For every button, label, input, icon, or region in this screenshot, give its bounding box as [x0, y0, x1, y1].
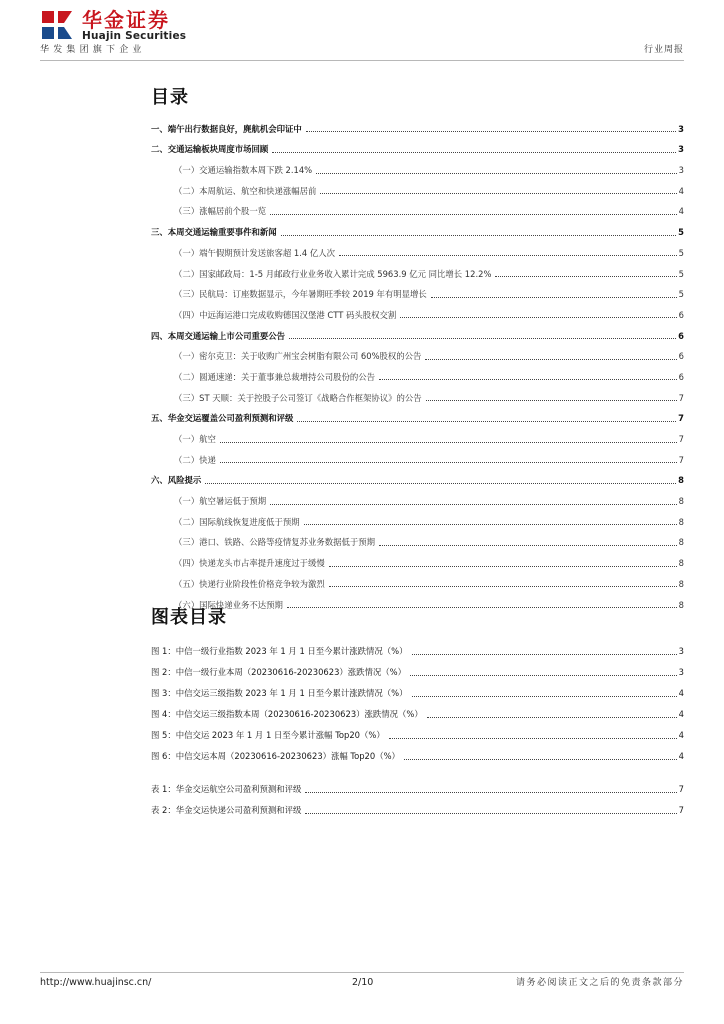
- toc-entry-label: （一）航空: [174, 434, 216, 444]
- toc-entry[interactable]: [151, 548, 684, 569]
- toc-entry-label: 一、端午出行数据良好，麂航机会印证中: [151, 123, 302, 134]
- dot-leader: [297, 421, 676, 422]
- toc-entry-label: （二）本周航运、航空和快递涨幅居前: [174, 185, 317, 196]
- dot-leader: [410, 675, 677, 676]
- toc-entry-label: （六）国际快递业务不达预期: [174, 599, 283, 610]
- toc-entry-page: 6: [678, 351, 684, 362]
- dot-leader: [412, 696, 677, 697]
- dot-leader: [379, 545, 677, 546]
- toc-entry-label: 二、交通运输板块周度市场回顾: [151, 144, 269, 155]
- figure-entry[interactable]: [151, 720, 684, 741]
- figure-entry-page: 4: [678, 751, 684, 761]
- figure-entry-label: 图 4：中信交运三级指数本周（20230616-20230623）涨跌情况（%）: [151, 709, 423, 719]
- dot-leader: [495, 276, 676, 277]
- huajin-logo-icon: [40, 9, 74, 41]
- figure-entry-page: 3: [678, 667, 684, 677]
- figure-entry-label: 图 5：中信交运 2023 年 1 月 1 日至今累计涨幅 Top20（%）: [151, 730, 385, 740]
- toc-entry[interactable]: [151, 280, 684, 301]
- toc-entry-label: （一）密尔克卫：关于收购广州宝会树脂有限公司 60%股权的公告: [174, 351, 422, 362]
- toc-entry-label: （三）涨幅居前个股一览: [174, 206, 267, 217]
- toc-entry-page: 8: [678, 537, 684, 548]
- toc-entry[interactable]: [151, 300, 684, 321]
- toc-entry-page: 5: [678, 247, 684, 258]
- dot-leader: [305, 792, 676, 793]
- toc-entry-label: 四、本周交通运输上市公司重要公告: [151, 330, 285, 341]
- dot-leader: [426, 400, 677, 401]
- toc-entry-page: 6: [678, 330, 684, 341]
- figure-entry-page: 4: [678, 709, 684, 719]
- toc-entry-page: 8: [678, 558, 684, 569]
- figure-entry-label: 图 2：中信一级行业本周（20230616-20230623）涨跌情况（%）: [151, 667, 406, 677]
- table-entry-page: 7: [678, 805, 684, 815]
- toc-entry-label: （一）端午假期预计发送旅客超 1.4 亿人次: [174, 247, 336, 258]
- toc-entry[interactable]: [151, 383, 684, 404]
- figure-entry-page: 4: [678, 688, 684, 698]
- header-divider: [40, 60, 684, 61]
- figure-entry-label: 图 1：中信一级行业指数 2023 年 1 月 1 日至今累计涨跌情况（%）: [151, 646, 408, 656]
- document-type: 行业周报: [643, 45, 684, 55]
- figure-entry[interactable]: [151, 657, 684, 678]
- toc-entry-page: 6: [678, 309, 684, 320]
- toc-entry[interactable]: [151, 135, 684, 156]
- dot-leader: [339, 255, 677, 256]
- toc-entry-page: 8: [678, 578, 684, 589]
- toc-entry[interactable]: [151, 217, 684, 238]
- toc-entry-page: 3: [678, 123, 684, 134]
- dot-leader: [320, 193, 676, 194]
- toc-entry-label: 五、华金交运覆盖公司盈利预测和评级: [151, 413, 294, 424]
- brand-name-cn: 华金证券: [82, 8, 170, 32]
- dot-leader: [220, 462, 677, 463]
- brand-name-en: Huajin Securities: [82, 30, 187, 42]
- dot-leader: [281, 235, 677, 236]
- dot-leader: [205, 483, 676, 484]
- toc-entry-label: 三、本周交通运输重要事件和新闻: [151, 227, 277, 238]
- figure-entry[interactable]: [151, 636, 684, 657]
- toc-entry-page: 8: [678, 599, 684, 610]
- toc-entry-label: （四）中远海运港口完成收购德国汉堡港 CTT 码头股权交割: [174, 309, 397, 320]
- toc-entry[interactable]: [151, 507, 684, 528]
- page-number: 2/10: [352, 977, 374, 988]
- toc-entry-page: 5: [678, 227, 684, 238]
- toc-title: 目录: [151, 87, 189, 108]
- dot-leader: [400, 317, 676, 318]
- figure-entry[interactable]: [151, 699, 684, 720]
- dot-leader: [427, 717, 677, 718]
- toc-entry-label: （二）快递: [174, 454, 216, 465]
- toc-entry-page: 7: [678, 434, 684, 444]
- toc-entry-page: 5: [678, 268, 684, 279]
- dot-leader: [404, 759, 677, 760]
- toc-entry[interactable]: [151, 590, 684, 611]
- toc-entry[interactable]: [151, 486, 684, 507]
- toc-entry-page: 6: [678, 371, 684, 382]
- table-entry[interactable]: [151, 795, 684, 816]
- table-entry-label: 表 1：华金交运航空公司盈利预测和评级: [151, 784, 302, 794]
- figure-entry[interactable]: [151, 741, 684, 762]
- toc-entry-label: （四）快递龙头市占率提升速度过于缓慢: [174, 558, 325, 569]
- figure-entry-label: 图 3：中信交运三级指数 2023 年 1 月 1 日至今累计涨跌情况（%）: [151, 688, 408, 698]
- toc-entry-page: 7: [678, 454, 684, 465]
- toc-entry[interactable]: [151, 445, 684, 466]
- toc-entry-page: 7: [678, 392, 684, 403]
- toc-entry-page: 5: [678, 289, 684, 300]
- toc-entry[interactable]: [151, 466, 684, 487]
- figure-entry[interactable]: [151, 678, 684, 699]
- table-entry-page: 7: [678, 784, 684, 794]
- toc-entry[interactable]: [151, 114, 684, 135]
- table-entry-label: 表 2：华金交运快递公司盈利预测和评级: [151, 805, 302, 815]
- dot-leader: [270, 504, 677, 505]
- table-list: [151, 774, 684, 816]
- dot-leader: [289, 338, 676, 339]
- toc-entry-page: 8: [678, 475, 684, 486]
- toc-entry[interactable]: [151, 238, 684, 259]
- dot-leader: [329, 586, 677, 587]
- figure-entry-page: 4: [678, 730, 684, 740]
- dot-leader: [306, 131, 676, 132]
- page-header: [0, 0, 724, 80]
- toc-entry-page: 4: [678, 206, 684, 217]
- dot-leader: [316, 173, 677, 174]
- toc-entry-label: （五）快递行业阶段性价格竞争较为激烈: [174, 578, 325, 589]
- table-of-contents: [151, 114, 684, 611]
- footer-url[interactable]: http://www.huajinsc.cn/: [40, 977, 152, 988]
- dot-leader: [287, 607, 677, 608]
- toc-entry[interactable]: [151, 259, 684, 280]
- toc-entry[interactable]: [151, 321, 684, 342]
- figure-entry-label: 图 6：中信交运本周（20230616-20230623）涨幅 Top20（%）: [151, 751, 400, 761]
- toc-entry[interactable]: [151, 362, 684, 383]
- toc-entry-page: 3: [678, 144, 684, 155]
- figures-title: 图表目录: [151, 607, 227, 628]
- dot-leader: [270, 214, 677, 215]
- dot-leader: [389, 738, 677, 739]
- dot-leader: [379, 379, 677, 380]
- figure-entry-page: 3: [678, 646, 684, 656]
- toc-entry-label: （一）航空暑运低于预期: [174, 496, 267, 507]
- disclaimer-note: 请务必阅读正文之后的免责条款部分: [515, 978, 684, 988]
- toc-entry[interactable]: [151, 528, 684, 549]
- toc-entry[interactable]: [151, 569, 684, 590]
- toc-entry[interactable]: [151, 197, 684, 218]
- toc-entry-label: （二）圆通速递：关于董事兼总裁增持公司股份的公告: [174, 371, 375, 382]
- dot-leader: [304, 524, 677, 525]
- dot-leader: [329, 566, 677, 567]
- dot-leader: [220, 442, 677, 443]
- toc-entry[interactable]: [151, 155, 684, 176]
- dot-leader: [431, 297, 677, 298]
- dot-leader: [412, 654, 677, 655]
- brand-slogan: 华发集团旗下企业: [40, 45, 146, 55]
- toc-entry-page: 3: [678, 165, 684, 176]
- toc-entry-label: （二）国际航线恢复进度低于预期: [174, 516, 300, 527]
- toc-entry-label: 六、风险提示: [151, 475, 202, 486]
- toc-entry-page: 8: [678, 516, 684, 527]
- dot-leader: [425, 359, 676, 360]
- toc-entry[interactable]: [151, 176, 684, 197]
- toc-entry[interactable]: [151, 424, 684, 445]
- footer-divider: [40, 972, 684, 973]
- toc-entry-label: （三）港口、铁路、公路等疫情复苏业务数据低于预期: [174, 537, 375, 548]
- toc-entry-label: （一）交通运输指数本周下跌 2.14%: [174, 165, 313, 176]
- dot-leader: [272, 152, 676, 153]
- figure-list: [151, 636, 684, 762]
- toc-entry-label: （二）国家邮政局：1-5 月邮政行业业务收入累计完成 5963.9 亿元 同比增长 12.2%: [174, 268, 492, 279]
- toc-entry[interactable]: [151, 404, 684, 425]
- dot-leader: [305, 813, 676, 814]
- toc-entry-label: （三）民航局：订座数据显示，今年暑期旺季较 2019 年有明显增长: [174, 289, 427, 300]
- table-entry[interactable]: [151, 774, 684, 795]
- toc-entry-label: （三）ST 天顺：关于控股子公司签订《战略合作框架协议》的公告: [174, 392, 422, 403]
- toc-entry[interactable]: [151, 342, 684, 363]
- toc-entry-page: 8: [678, 496, 684, 507]
- toc-entry-page: 7: [678, 413, 684, 424]
- toc-entry-page: 4: [678, 185, 684, 196]
